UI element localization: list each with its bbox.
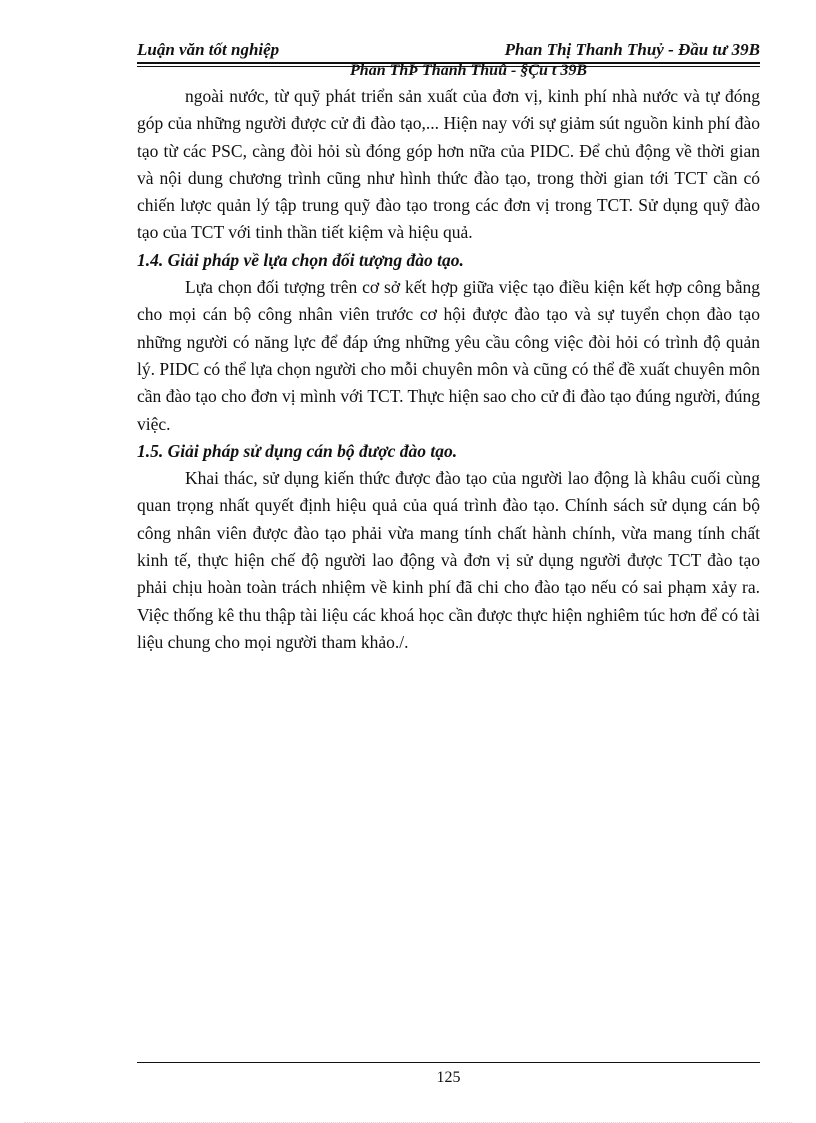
section-heading-1-5: 1.5. Giải pháp sử dụng cán bộ được đào tạo. [137, 440, 458, 461]
page-number: 125 [436, 1069, 461, 1086]
footer-rule [137, 1062, 760, 1063]
paragraph-utilization: Khai thác, sử dụng kiến thức được đào tạo của người lao động là khâu cuối cùng quan trọng nhất quyết định hiệu quả của quá trình đào tạo. Chính sách sử dụng cán bộ công nhân viên được đào tạo phải vừa mang tính chất hành chính, vừa mang tính chất kinh tế, thực hiện chế độ người lao động và đơn vị sử dụng người được TCT đào tạo phải chịu hoàn toàn trách nhiệm về kinh phí đã chi cho đào tạo nếu có sai phạm xảy ra. Việc thống kê thu thập tài liệu các khoá học cần được thực hiện nghiêm túc hơn để có tài liệu chung cho mọi người tham khảo./. [137, 468, 760, 652]
page-header [137, 40, 760, 62]
header-author-label: Phan Thị Thanh Thuỷ - Đầu tư 39B [504, 40, 760, 59]
section-heading-1-4: 1.4. Giải pháp về lựa chọn đối tượng đào tạo. [137, 249, 464, 270]
header-garbled-subtitle: Phan ThÞ Thanh Thuû - §Çu t 39B [350, 62, 587, 79]
paragraph-selection: Lựa chọn đối tượng trên cơ sở kết hợp giữa việc tạo điều kiện kết hợp công bằng cho mọi cán bộ công nhân viên trước cơ hội được đào tạo và sự tuyển chọn đào tạo những người có năng lực để đáp ứng những yêu cầu công việc đòi hỏi có trình độ quản lý. PIDC có thể lựa chọn người cho mỗi chuyên môn và cũng có thể đề xuất chuyên môn cần đào tạo cho đơn vị mình với TCT. Thực hiện sao cho cử đi đào tạo đúng người, đúng việc. [137, 277, 760, 434]
paragraph-funding: ngoài nước, từ quỹ phát triển sản xuất của đơn vị, kinh phí nhà nước và tự đóng góp của những người được cử đi đào tạo,... Hiện nay với sự giảm sút nguồn kinh phí đào tạo từ các PSC, càng đòi hỏi sù đóng góp hơn nữa của PIDC. Để chủ động về thời gian và nội dung chương trình cũng như hình thức đào tạo, trong thời gian tới TCT cần có chiến lược quản lý tập trung quỹ đào tạo trong các đơn vị trong TCT. Sử dụng quỹ đào tạo của TCT với tinh thần tiết kiệm và hiệu quả. [137, 86, 760, 243]
header-thesis-label: Luận văn tốt nghiệp [137, 40, 280, 59]
document-body [137, 83, 760, 656]
